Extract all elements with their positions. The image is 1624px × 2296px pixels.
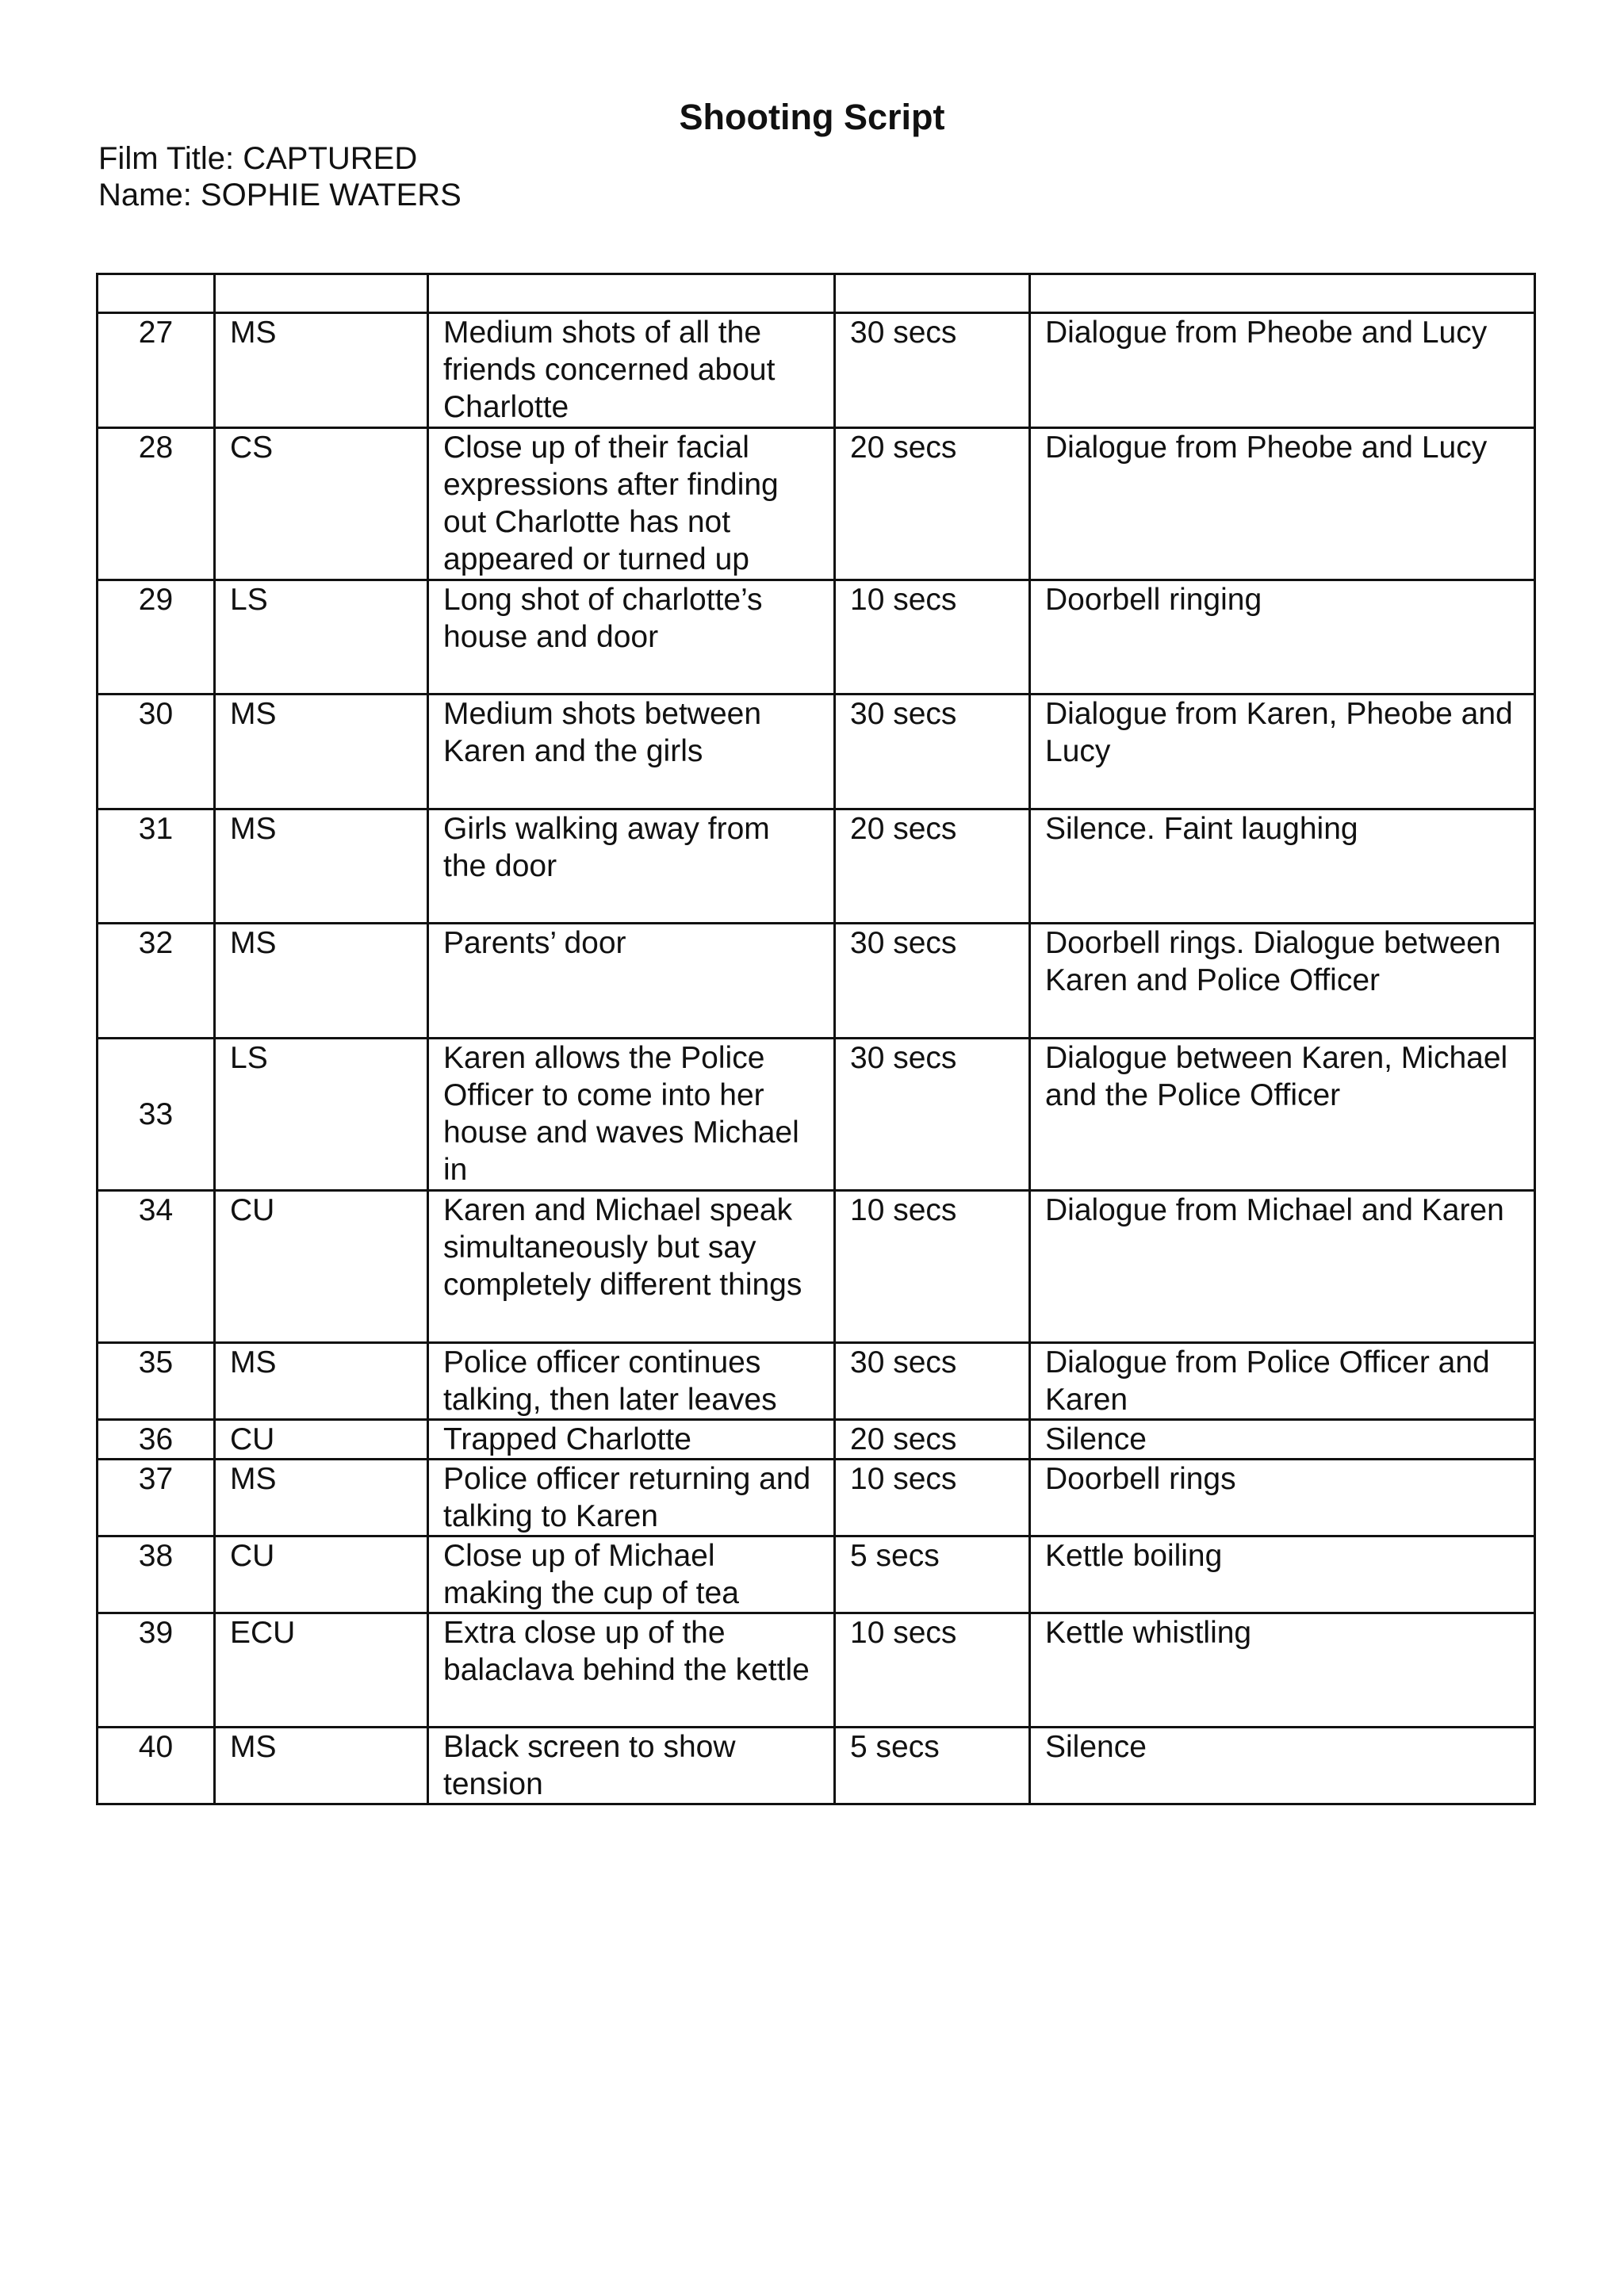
- shot-type-cell: LS: [215, 580, 428, 695]
- sound-cell: Dialogue from Pheobe and Lucy: [1030, 313, 1535, 428]
- shot-type-cell: LS: [215, 1039, 428, 1191]
- header-cell: [98, 274, 215, 313]
- sound-cell: Kettle whistling: [1030, 1613, 1535, 1728]
- table-row: [98, 1039, 1535, 1191]
- duration-cell: 10 secs: [835, 1460, 1030, 1536]
- duration-cell: 5 secs: [835, 1536, 1030, 1613]
- shot-type-cell: CU: [215, 1420, 428, 1460]
- duration-cell: 30 secs: [835, 1343, 1030, 1420]
- shot-description-cell: Girls walking away from the door: [428, 809, 835, 924]
- duration-cell: 20 secs: [835, 428, 1030, 580]
- table-row: [98, 1460, 1535, 1536]
- shot-type-cell: MS: [215, 924, 428, 1039]
- shot-number-cell: 33: [98, 1039, 215, 1191]
- shot-number-cell: 39: [98, 1613, 215, 1728]
- duration-cell: 20 secs: [835, 1420, 1030, 1460]
- duration-cell: 30 secs: [835, 1039, 1030, 1191]
- shot-description-cell: Close up of their facial expressions after finding out Charlotte has not appeared or turned up: [428, 428, 835, 580]
- shot-type-cell: CS: [215, 428, 428, 580]
- shot-type-cell: MS: [215, 1343, 428, 1420]
- duration-cell: 30 secs: [835, 924, 1030, 1039]
- header-cell: [215, 274, 428, 313]
- sound-cell: Doorbell rings. Dialogue between Karen and Police Officer: [1030, 924, 1535, 1039]
- page-title: Shooting Script: [679, 97, 945, 137]
- header-cell: [428, 274, 835, 313]
- shot-number-cell: 32: [98, 924, 215, 1039]
- shot-description-cell: Parents’ door: [428, 924, 835, 1039]
- shot-type-cell: MS: [215, 1460, 428, 1536]
- duration-cell: 10 secs: [835, 1191, 1030, 1343]
- table-row: [98, 809, 1535, 924]
- shot-description-cell: Medium shots between Karen and the girls: [428, 695, 835, 809]
- table-row: [98, 695, 1535, 809]
- shot-type-cell: MS: [215, 1728, 428, 1804]
- shot-description-cell: Police officer returning and talking to Karen: [428, 1460, 835, 1536]
- header-cell: [835, 274, 1030, 313]
- header-cell: [1030, 274, 1535, 313]
- sound-cell: Dialogue from Pheobe and Lucy: [1030, 428, 1535, 580]
- shot-description-cell: Trapped Charlotte: [428, 1420, 835, 1460]
- table-row: [98, 924, 1535, 1039]
- shot-number-cell: 27: [98, 313, 215, 428]
- shot-type-cell: CU: [215, 1191, 428, 1343]
- shot-type-cell: CU: [215, 1536, 428, 1613]
- table-row: [98, 580, 1535, 695]
- duration-cell: 10 secs: [835, 1613, 1030, 1728]
- table-row: [98, 1191, 1535, 1343]
- sound-cell: Dialogue from Police Officer and Karen: [1030, 1343, 1535, 1420]
- duration-cell: 30 secs: [835, 313, 1030, 428]
- shot-type-cell: MS: [215, 809, 428, 924]
- shot-type-cell: ECU: [215, 1613, 428, 1728]
- shooting-script-table: [96, 273, 1536, 1805]
- table-row: [98, 313, 1535, 428]
- author-name: Name: SOPHIE WATERS: [98, 178, 462, 212]
- shot-description-cell: Police officer continues talking, then later leaves: [428, 1343, 835, 1420]
- duration-cell: 30 secs: [835, 695, 1030, 809]
- shot-number-cell: 31: [98, 809, 215, 924]
- sound-cell: Dialogue from Karen, Pheobe and Lucy: [1030, 695, 1535, 809]
- sound-cell: Silence: [1030, 1420, 1535, 1460]
- duration-cell: 20 secs: [835, 809, 1030, 924]
- shot-description-cell: Karen and Michael speak simultaneously but say completely different things: [428, 1191, 835, 1343]
- sound-cell: Kettle boiling: [1030, 1536, 1535, 1613]
- shot-description-cell: Long shot of charlotte’s house and door: [428, 580, 835, 695]
- shot-description-cell: Extra close up of the balaclava behind the kettle: [428, 1613, 835, 1728]
- sound-cell: Dialogue between Karen, Michael and the Police Officer: [1030, 1039, 1535, 1191]
- sound-cell: Doorbell ringing: [1030, 580, 1535, 695]
- shot-description-cell: Black screen to show tension: [428, 1728, 835, 1804]
- duration-cell: 10 secs: [835, 580, 1030, 695]
- shot-number-cell: 34: [98, 1191, 215, 1343]
- shot-number-cell: 40: [98, 1728, 215, 1804]
- table-row: [98, 1420, 1535, 1460]
- table-row: [98, 1343, 1535, 1420]
- shot-number-cell: 30: [98, 695, 215, 809]
- table-row: [98, 1728, 1535, 1804]
- shot-number-cell: 29: [98, 580, 215, 695]
- sound-cell: Doorbell rings: [1030, 1460, 1535, 1536]
- shot-number-cell: 28: [98, 428, 215, 580]
- sound-cell: Silence: [1030, 1728, 1535, 1804]
- table-header-row: [98, 274, 1535, 313]
- film-title: Film Title: CAPTURED: [98, 141, 418, 176]
- shot-number-cell: 37: [98, 1460, 215, 1536]
- shot-type-cell: MS: [215, 313, 428, 428]
- shot-type-cell: MS: [215, 695, 428, 809]
- shot-description-cell: Medium shots of all the friends concerned about Charlotte: [428, 313, 835, 428]
- shot-description-cell: Close up of Michael making the cup of tea: [428, 1536, 835, 1613]
- shot-description-cell: Karen allows the Police Officer to come into her house and waves Michael in: [428, 1039, 835, 1191]
- sound-cell: Silence. Faint laughing: [1030, 809, 1535, 924]
- sound-cell: Dialogue from Michael and Karen: [1030, 1191, 1535, 1343]
- shot-number-cell: 38: [98, 1536, 215, 1613]
- table-row: [98, 428, 1535, 580]
- shot-number-cell: 36: [98, 1420, 215, 1460]
- shot-number-cell: 35: [98, 1343, 215, 1420]
- duration-cell: 5 secs: [835, 1728, 1030, 1804]
- table-row: [98, 1613, 1535, 1728]
- table-row: [98, 1536, 1535, 1613]
